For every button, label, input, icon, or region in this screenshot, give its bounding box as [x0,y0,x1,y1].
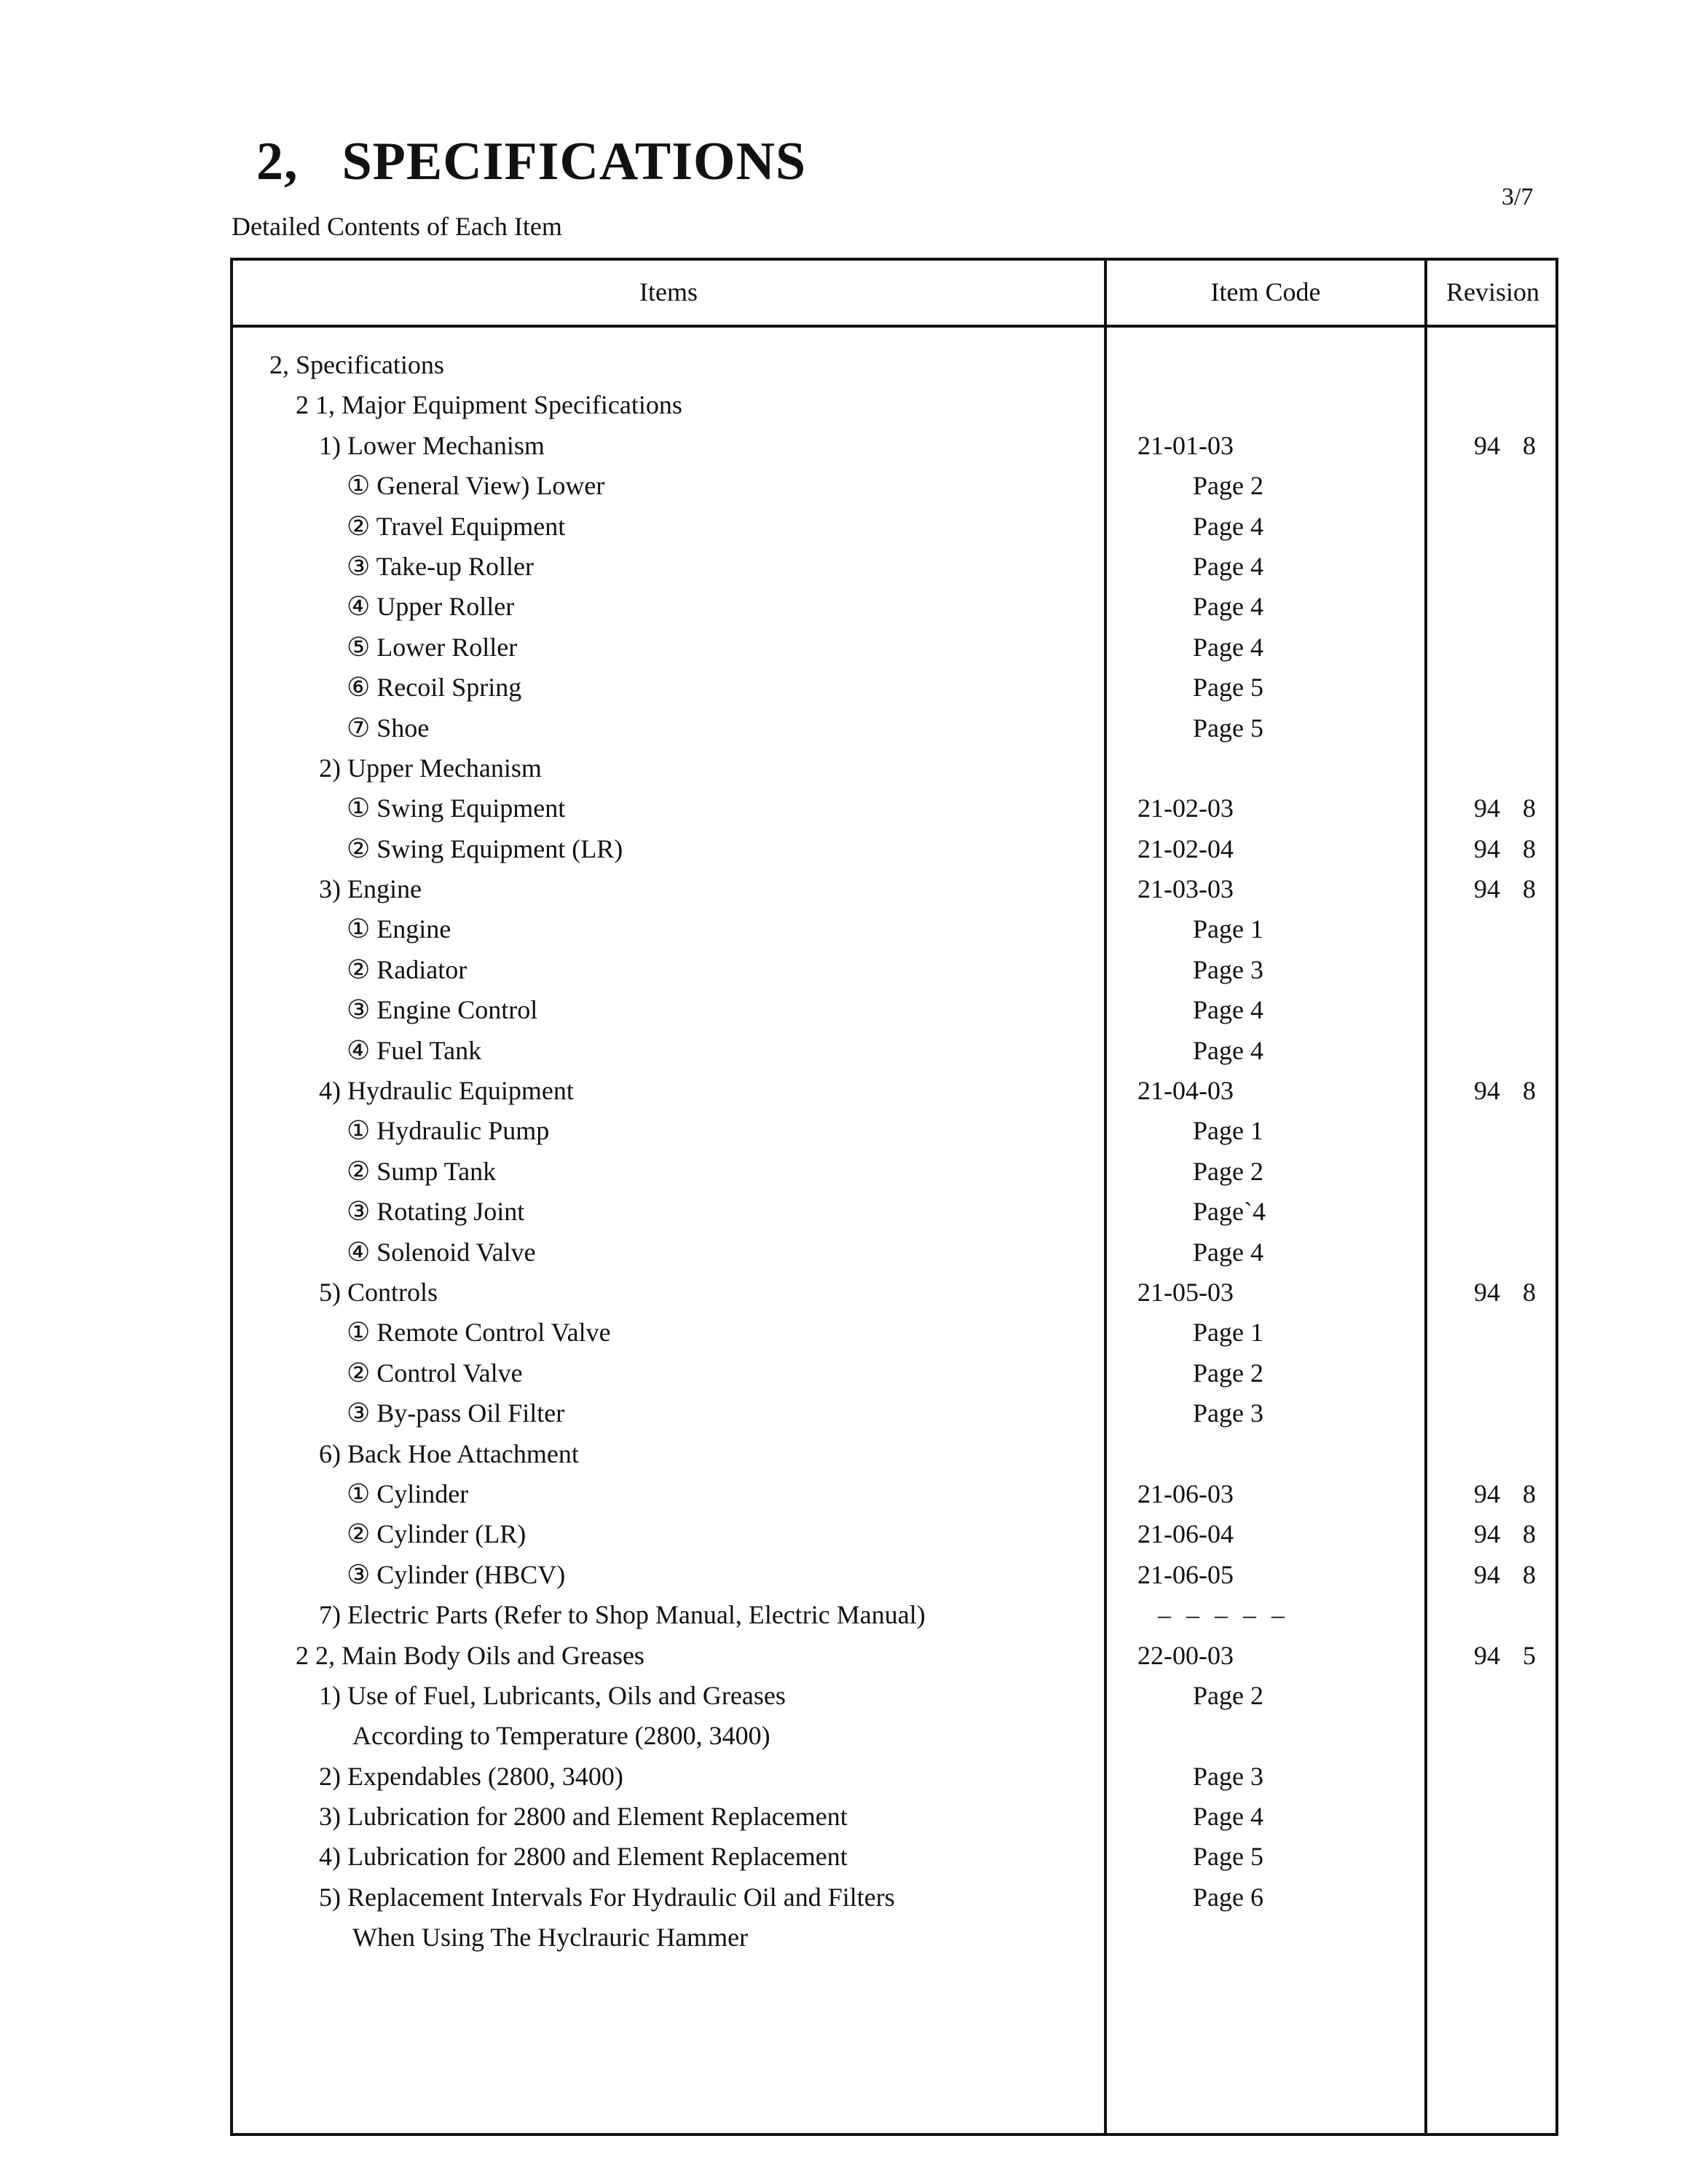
item-code: Page 2 [1193,471,1263,501]
item-code: Page 4 [1193,511,1263,541]
item-label: 2) Expendables (2800, 3400) [319,1761,623,1791]
column-header-item-code: Item Code [1210,277,1321,306]
table-row [0,793,1688,833]
item-label: ② Sump Tank [347,1156,497,1186]
column-header-revision: Revision [1446,277,1539,306]
title-text: SPECIFICATIONS [342,132,807,191]
table-row [0,1640,1688,1680]
item-code: 21-06-03 [1137,1479,1234,1508]
item-label: 3) Lubrication for 2800 and Element Replacement [319,1802,848,1832]
revision-value: 94 8 [1474,1277,1536,1307]
item-code: Page 5 [1193,1842,1263,1872]
item-code: Page 5 [1193,713,1263,743]
table-row [0,430,1688,470]
item-label: ① Swing Equipment [347,794,566,823]
item-code: Page 3 [1193,1761,1263,1791]
item-label: ① Hydraulic Pump [347,1116,550,1146]
item-code: Page 4 [1193,1035,1263,1065]
revision-value: 94 8 [1474,1519,1536,1549]
item-code: Page 4 [1193,1802,1263,1832]
table-row [0,954,1688,994]
item-code: Page 3 [1193,954,1263,984]
item-label: ⑤ Lower Roller [347,632,518,662]
item-code: Page 4 [1193,1237,1263,1267]
table-row [0,1358,1688,1398]
contents-table-body [0,349,1688,1963]
table-row [0,914,1688,954]
table-row [0,1801,1688,1841]
item-label: ④ Fuel Tank [347,1035,482,1065]
revision-value: 94 8 [1474,1076,1536,1106]
title-number: 2, [256,132,299,191]
item-label: ③ Take-up Roller [347,551,535,581]
table-row [0,1559,1688,1599]
item-label: 6) Back Hoe Attachment [319,1439,579,1468]
table-row [0,1398,1688,1438]
item-label: ① Engine [347,914,451,944]
table-row [0,1035,1688,1075]
item-code: Page 1 [1193,1116,1263,1146]
revision-value: 94 8 [1474,430,1536,460]
table-row [0,1196,1688,1236]
item-code: Page 4 [1193,632,1263,662]
revision-value: 94 5 [1474,1640,1536,1670]
revision-value: 94 8 [1474,1559,1536,1589]
item-label: ① General View) Lower [347,471,605,501]
item-code: Page 6 [1193,1882,1263,1912]
item-label: ④ Solenoid Valve [347,1237,536,1267]
table-row [0,632,1688,672]
item-code: Page 2 [1193,1156,1263,1186]
table-row [0,511,1688,551]
item-code: Page 4 [1193,592,1263,622]
item-code: 22-00-03 [1137,1640,1234,1670]
item-label: 7) Electric Parts (Refer to Shop Manual, Electric Manual) [319,1600,926,1630]
item-code: Page 4 [1193,551,1263,581]
item-label: 5) Replacement Intervals For Hydraulic Oil and Filters [319,1882,895,1912]
table-row [0,591,1688,631]
item-label: ② Control Valve [347,1358,523,1388]
table-row [0,1075,1688,1115]
table-row [0,672,1688,712]
item-label: ③ By-pass Oil Filter [347,1398,565,1428]
item-code: 21-02-04 [1137,834,1234,863]
page-title [256,131,806,193]
table-row [0,470,1688,510]
table-row [0,1841,1688,1881]
table-row [0,1237,1688,1277]
table-row [0,1680,1688,1720]
item-code: 21-02-03 [1137,794,1234,823]
item-label: 2, Specifications [269,350,444,379]
table-row [0,551,1688,591]
item-label: ④ Upper Roller [347,592,515,622]
item-label: 2 2, Main Body Oils and Greases [296,1640,644,1670]
table-row [0,713,1688,753]
table-row [0,834,1688,874]
item-label: ② Radiator [347,954,468,984]
item-label: 5) Controls [319,1277,438,1307]
table-row [0,1439,1688,1479]
item-code: 21-06-05 [1137,1559,1234,1589]
item-code: 21-04-03 [1137,1076,1234,1106]
table-row [0,1599,1688,1639]
item-label: ⑥ Recoil Spring [347,673,522,703]
item-label: ① Cylinder [347,1479,469,1508]
item-code: Page 1 [1193,914,1263,944]
table-row [0,874,1688,914]
item-label: ① Remote Control Valve [347,1318,611,1348]
item-label: ⑦ Shoe [347,713,430,743]
table-row [0,1277,1688,1317]
table-row [0,1317,1688,1357]
item-code: 21-05-03 [1137,1277,1234,1307]
revision-value: 94 8 [1474,1479,1536,1508]
item-label: 4) Hydraulic Equipment [319,1076,574,1106]
item-label: According to Temperature (2800, 3400) [352,1721,770,1751]
table-row [0,389,1688,430]
table-row [0,1761,1688,1801]
table-row [0,1115,1688,1155]
item-label: 1) Lower Mechanism [319,430,545,460]
item-code: Page 4 [1193,995,1263,1025]
table-row [0,1479,1688,1519]
table-row [0,994,1688,1034]
item-label: ③ Rotating Joint [347,1197,525,1227]
table-row [0,1519,1688,1559]
item-code: Page 1 [1193,1318,1263,1348]
item-code: 21-06-04 [1137,1519,1234,1549]
item-label: 2 1, Major Equipment Specifications [296,390,682,420]
item-code: – – – – – [1158,1600,1289,1630]
item-code: 21-03-03 [1137,874,1234,904]
table-row [0,1156,1688,1196]
item-label: ③ Cylinder (HBCV) [347,1559,566,1589]
table-row [0,1922,1688,1962]
item-label: 3) Engine [319,874,422,904]
table-row [0,1882,1688,1922]
item-label: ② Swing Equipment (LR) [347,834,623,863]
revision-value: 94 8 [1474,794,1536,823]
item-code: Page 5 [1193,673,1263,703]
item-code: 21-01-03 [1137,430,1234,460]
table-row [0,349,1688,389]
item-label: When Using The Hyclrauric Hammer [352,1923,749,1952]
item-code: Page 2 [1193,1680,1263,1710]
item-label: 4) Lubrication for 2800 and Element Replacement [319,1842,848,1872]
item-label: 2) Upper Mechanism [319,753,542,783]
revision-value: 94 8 [1474,874,1536,904]
column-header-items: Items [639,277,698,306]
item-code: Page 2 [1193,1358,1263,1388]
table-row [0,1720,1688,1760]
page-number: 3/7 [1502,183,1534,210]
header-divider [230,325,1558,328]
item-code: Page 3 [1193,1398,1263,1428]
revision-value: 94 8 [1474,834,1536,863]
item-label: ③ Engine Control [347,995,538,1025]
item-label: ② Cylinder (LR) [347,1519,526,1549]
page-subtitle: Detailed Contents of Each Item [232,212,562,241]
item-code: Page`4 [1193,1197,1266,1227]
table-row [0,753,1688,793]
item-label: 1) Use of Fuel, Lubricants, Oils and Greases [319,1680,786,1710]
item-label: ② Travel Equipment [347,511,566,541]
